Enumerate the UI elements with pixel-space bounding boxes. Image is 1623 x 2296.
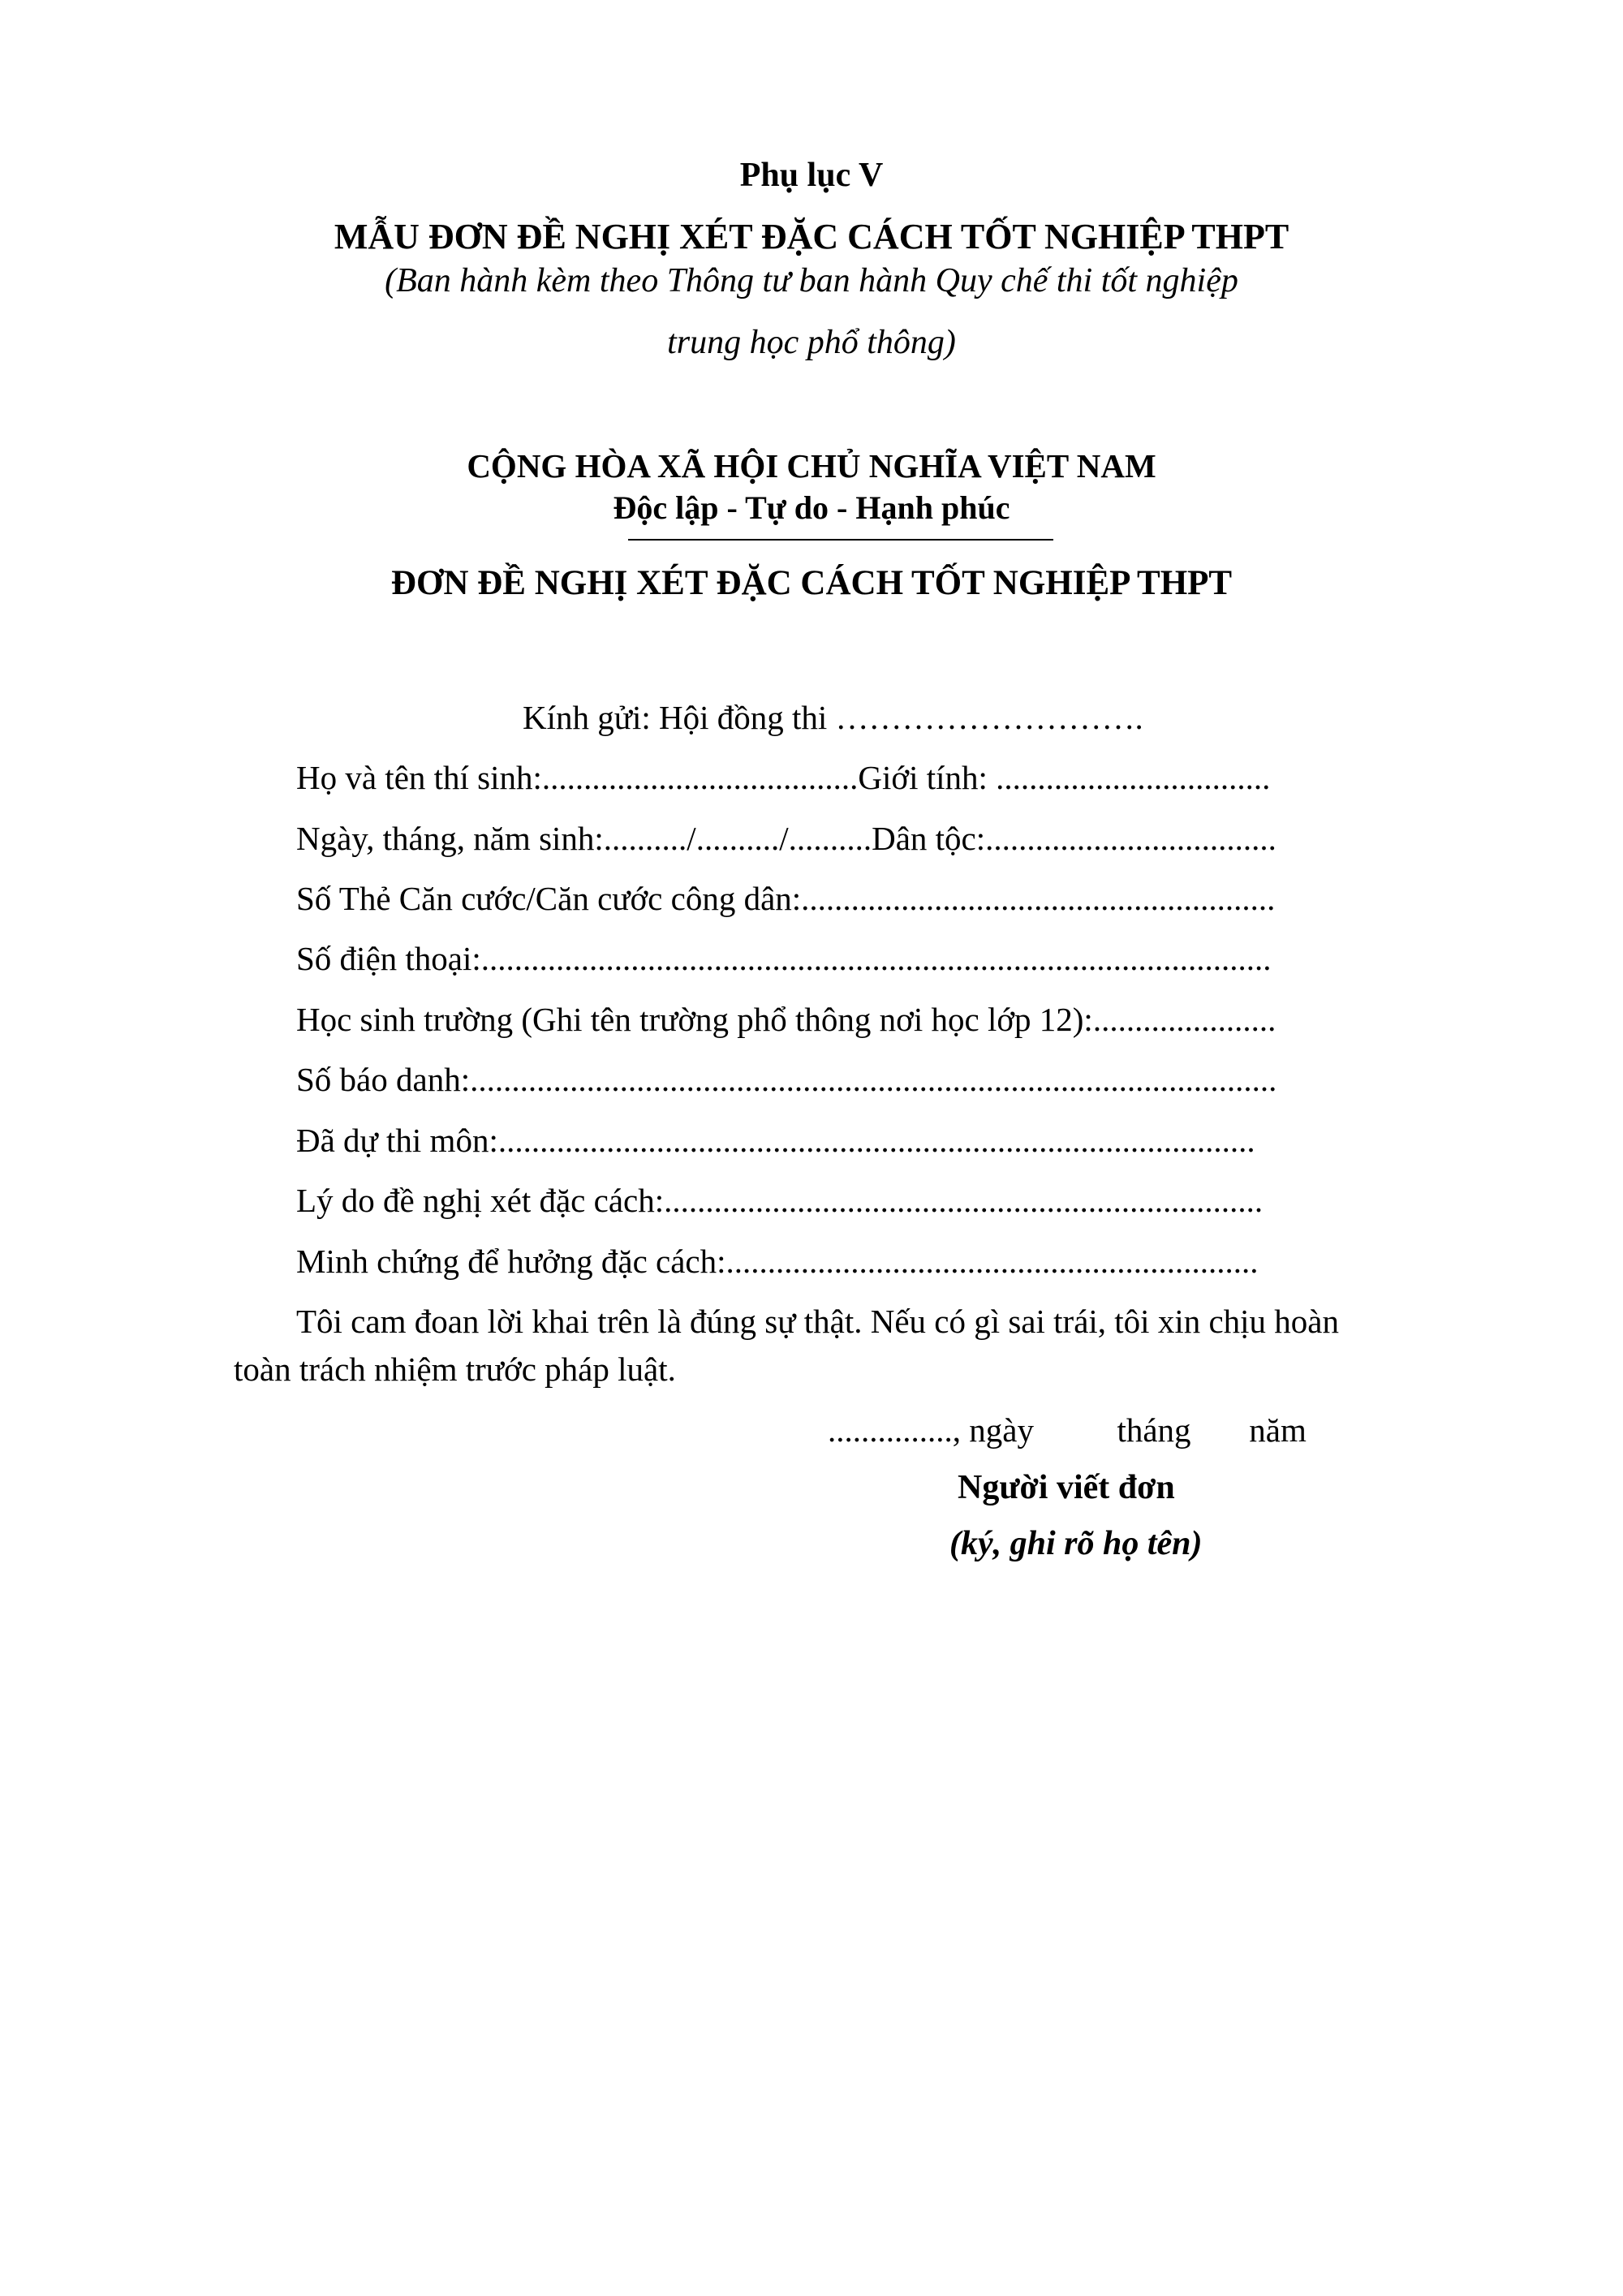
appendix-label: Phụ lục V <box>739 157 884 194</box>
field-school: Học sinh trường (Ghi tên trường phổ thông nơi học lớp 12):...................... <box>296 1001 1276 1038</box>
national-motto: Độc lập - Tự do - Hạnh phúc <box>613 489 1010 526</box>
field-reason: Lý do đề nghị xét đặc cách:........................................................................ <box>296 1182 1264 1219</box>
signature-instruction: (ký, ghi rõ họ tên) <box>949 1525 1203 1562</box>
country-name: CỘNG HÒA XÃ HỘI CHỦ NGHĨA VIỆT NAM <box>467 447 1156 485</box>
field-full-name-gender: Họ và tên thí sinh:......................................Giới tính: ................................. <box>296 759 1271 796</box>
field-phone: Số điện thoại:............................................................................................... <box>296 940 1272 977</box>
field-id-card: Số Thẻ Căn cước/Căn cước công dân:......................................................... <box>296 880 1276 917</box>
date-line: ..............., ngày tháng năm <box>828 1411 1307 1449</box>
field-birth-date-ethnicity: Ngày, tháng, năm sinh:........../........../..........Dân tộc:................................... <box>296 820 1276 857</box>
field-candidate-number: Số báo danh:................................................................................................. <box>296 1061 1277 1098</box>
subtitle-line-2: trung học phổ thông) <box>667 324 956 361</box>
signer-label: Người viết đơn <box>958 1469 1175 1506</box>
document-title: ĐƠN ĐỀ NGHỊ XÉT ĐẶC CÁCH TỐT NGHIỆP THPT <box>390 564 1233 602</box>
subtitle-line-1: (Ban hành kèm theo Thông tư ban hành Quy chế thi tốt nghiệp <box>385 262 1238 299</box>
form-title: MẪU ĐƠN ĐỀ NGHỊ XÉT ĐẶC CÁCH TỐT NGHIỆP THPT <box>334 217 1289 256</box>
commitment-line-2: toàn trách nhiệm trước pháp luật. <box>234 1350 676 1388</box>
commitment-line-1: Tôi cam đoan lời khai trên là đúng sự thật. Nếu có gì sai trái, tôi xin chịu hoàn <box>296 1303 1339 1340</box>
field-evidence: Minh chứng để hưởng đặc cách:................................................................ <box>296 1243 1259 1280</box>
motto-underline <box>628 539 1053 541</box>
field-exam-subjects: Đã dự thi môn:........................................................................................... <box>296 1122 1255 1159</box>
addressee-line: Kính gửi: Hội đồng thi ………………………. <box>523 699 1143 736</box>
